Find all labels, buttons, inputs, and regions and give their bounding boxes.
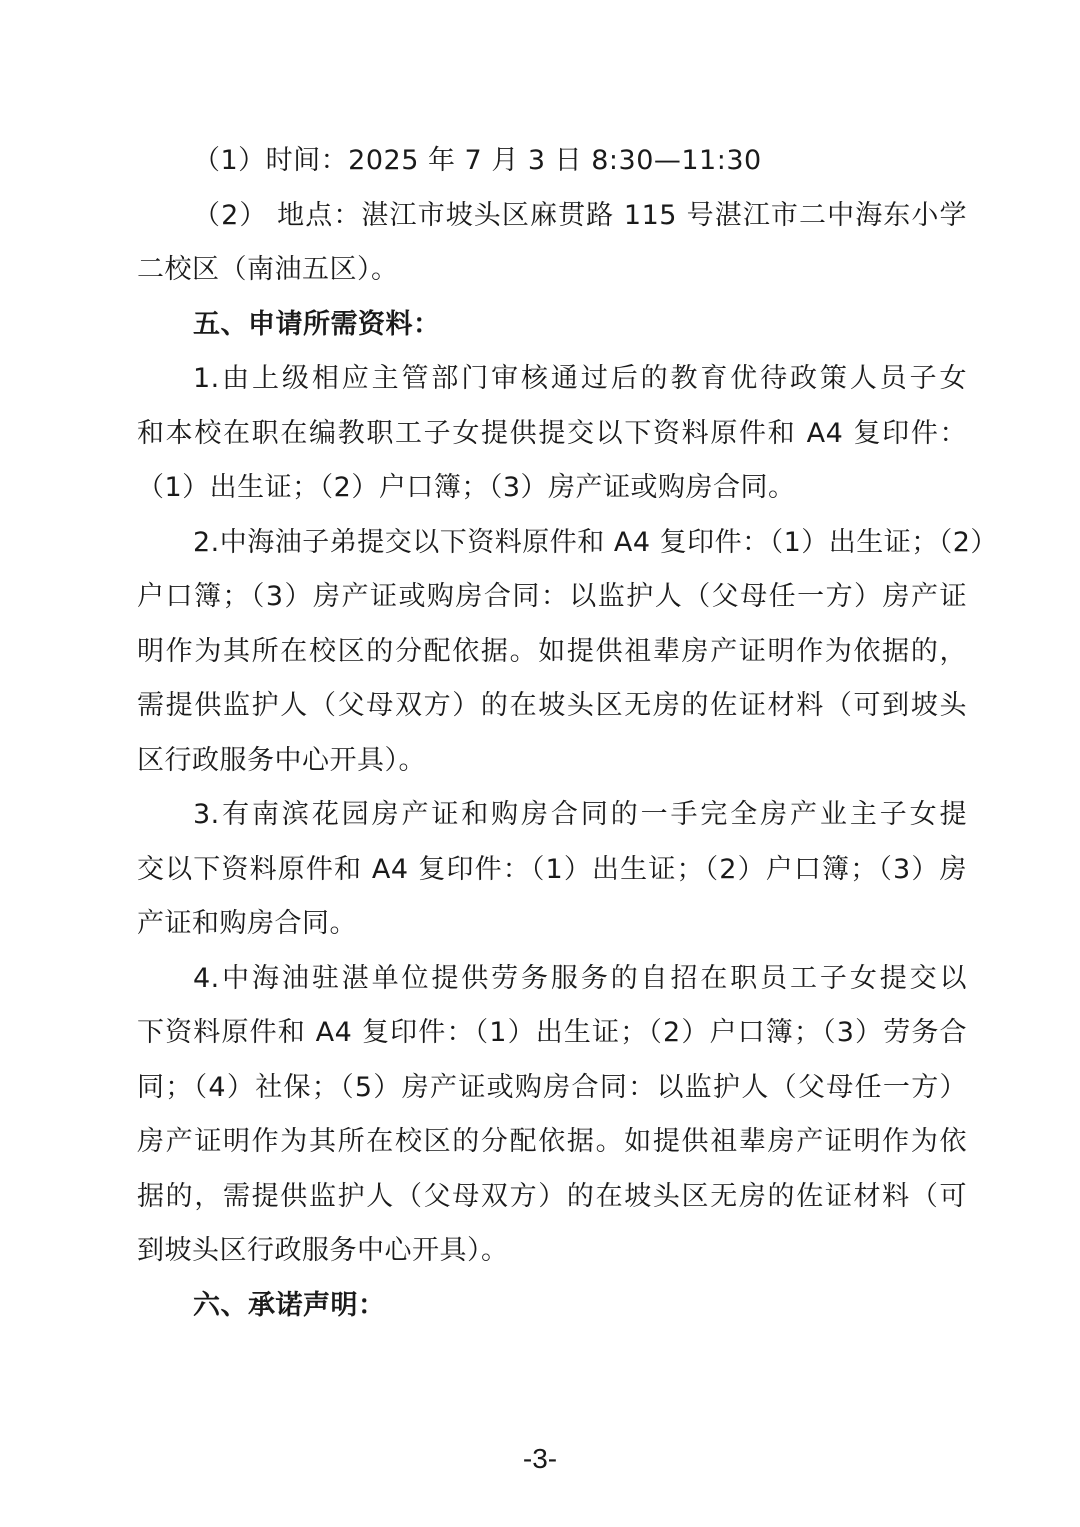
- section-heading-commitment: 六、承诺声明：: [193, 1289, 386, 1321]
- document-body: [137, 134, 998, 1333]
- item-4-line-5: 据的，需提供监护人（父母双方）的在坡头区无房的佐证材料（可: [137, 1180, 967, 1212]
- item-2-line-2: 户口簿；（3）房产证或购房合同：以监护人（父母任一方）房产证: [137, 581, 967, 612]
- item-1-line-2: 和本校在职在编教职工子女提供提交以下资料原件和 A4 复印件：: [137, 417, 967, 449]
- section-heading-materials: 五、申请所需资料：: [193, 308, 441, 340]
- item-2-line-3: 明作为其所在校区的分配依据。如提供祖辈房产证明作为依据的，: [137, 635, 967, 667]
- time-line: （1）时间：2025 年 7 月 3 日 8:30—11:30: [193, 145, 762, 176]
- location-line-cont: 二校区（南油五区）。: [137, 254, 399, 285]
- item-2-line-5: 区行政服务中心开具）。: [137, 744, 426, 776]
- item-2-line-1: 2.中海油子弟提交以下资料原件和 A4 复印件：（1）出生证；（2）: [193, 526, 998, 558]
- item-4-line-6: 到坡头区行政服务中心开具）。: [137, 1235, 509, 1266]
- item-3-line-2: 交以下资料原件和 A4 复印件：（1）出生证；（2）户口簿；（3）房: [137, 853, 967, 885]
- item-4-line-4: 房产证明作为其所在校区的分配依据。如提供祖辈房产证明作为依: [137, 1126, 967, 1157]
- location-line: （2） 地点：湛江市坡头区麻贯路 115 号湛江市二中海东小学: [193, 199, 967, 231]
- item-3-line-1: 3.有南滨花园房产证和购房合同的一手完全房产业主子女提: [193, 799, 967, 830]
- item-1-line-3: （1）出生证；（2）户口簿；（3）房产证或购房合同。: [137, 472, 796, 503]
- page-number: -3-: [522, 1443, 558, 1474]
- item-4-line-1: 4.中海油驻湛单位提供劳务服务的自招在职员工子女提交以: [193, 962, 967, 994]
- item-3-line-3: 产证和购房合同。: [137, 908, 357, 939]
- item-4-line-3: 同；（4）社保；（5）房产证或购房合同：以监护人（父母任一方）: [137, 1071, 967, 1103]
- item-4-line-2: 下资料原件和 A4 复印件：（1）出生证；（2）户口簿；（3）劳务合: [137, 1017, 967, 1048]
- item-2-line-4: 需提供监护人（父母双方）的在坡头区无房的佐证材料（可到坡头: [137, 690, 967, 721]
- item-1-line-1: 1.由上级相应主管部门审核通过后的教育优待政策人员子女: [193, 363, 967, 394]
